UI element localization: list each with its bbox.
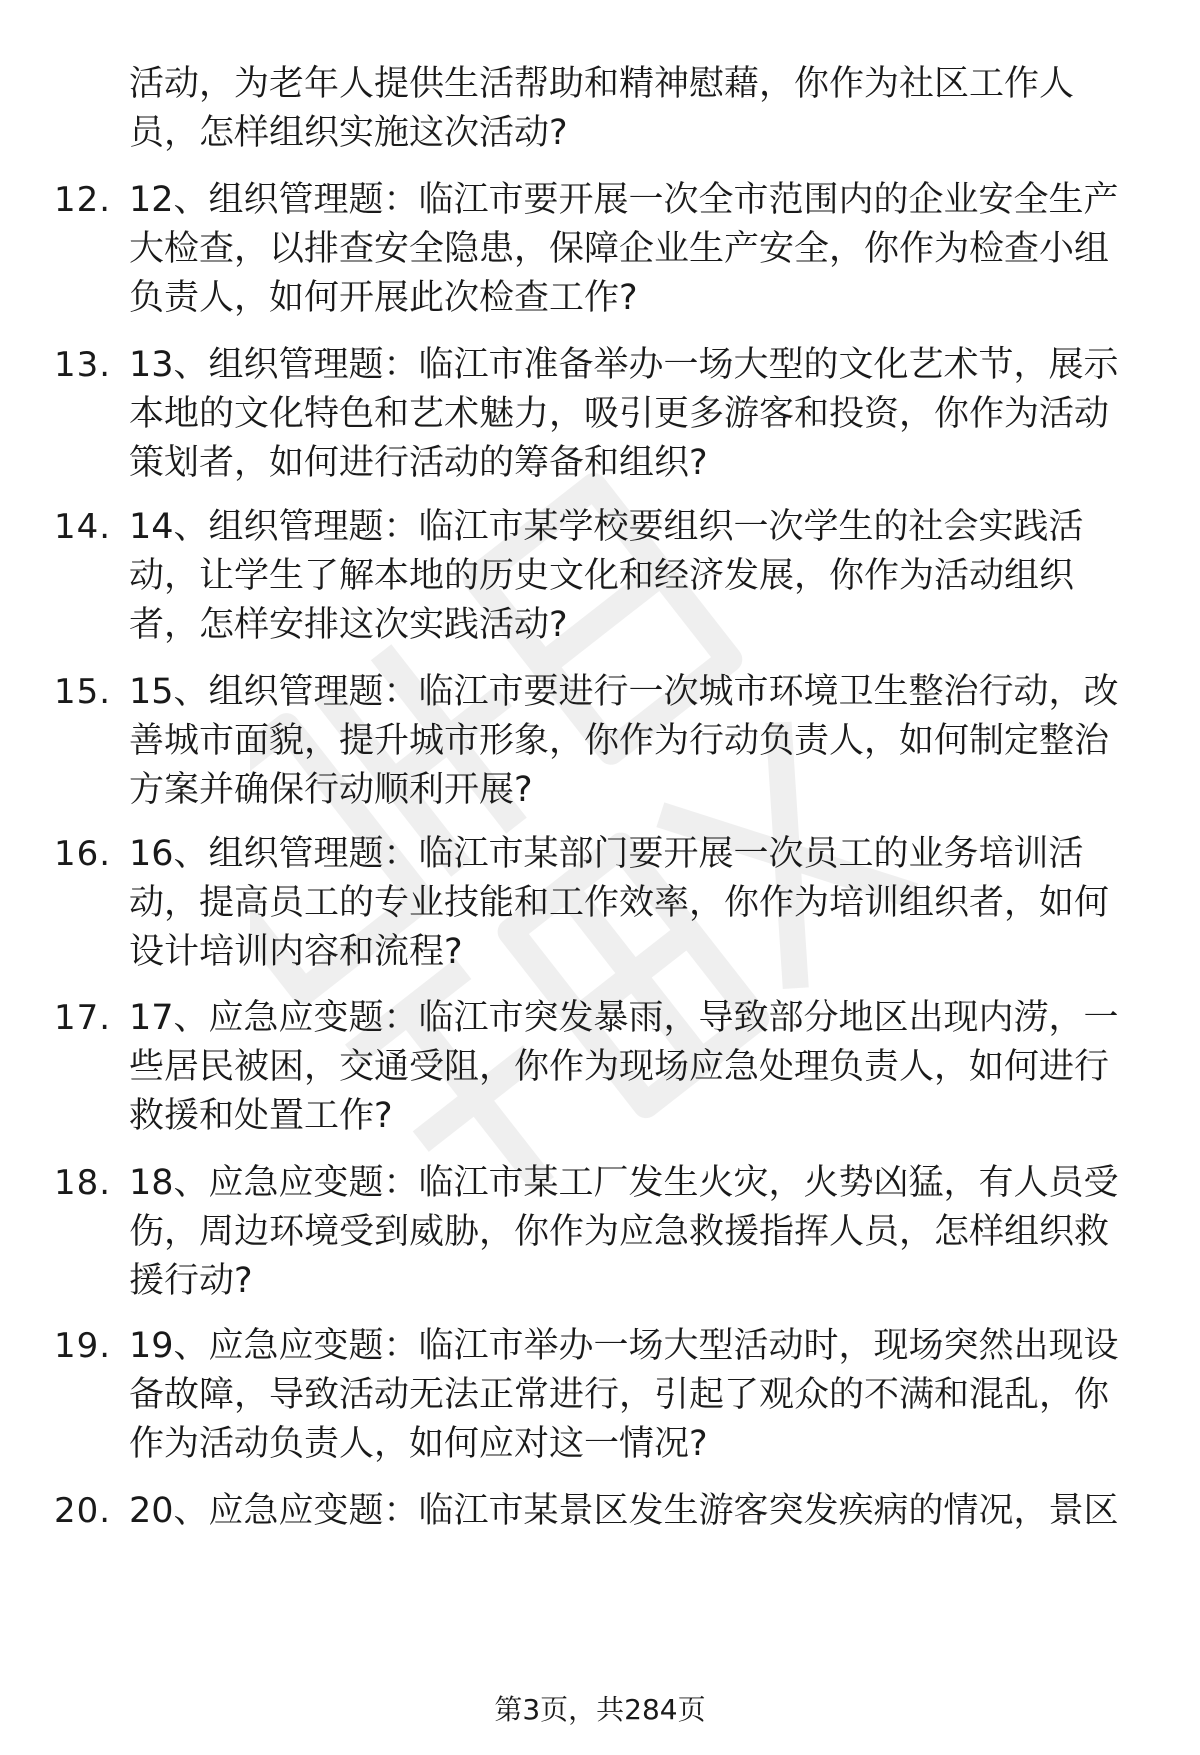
page-footer: 第3页，共284页 xyxy=(494,1693,706,1726)
question-number: 17. xyxy=(54,998,112,1038)
question-number: 19. xyxy=(54,1326,112,1366)
question-text: 19、应急应变题：临江市举办一场大型活动时，现场突然出现设 备故障，导致活动无法正常进行，引起了观众的不满和混乱，你 作为活动负责人，如何应对这一情况? xyxy=(129,1326,1119,1464)
question-text: 14、组织管理题：临江市某学校要组织一次学生的社会实践活 动，让学生了解本地的历史文化和经济发展，你作为活动组织 者，怎样安排这次实践活动? xyxy=(129,507,1084,645)
question-text: 15、组织管理题：临江市要进行一次城市环境卫生整治行动，改 善城市面貌，提升城市形象，你作为行动负责人，如何制定整治 方案并确保行动顺利开展? xyxy=(129,672,1119,810)
question-text: 18、应急应变题：临江市某工厂发生火灾，火势凶猛，有人员受 伤，周边环境受到威胁，你作为应急救援指挥人员，怎样组织救 援行动? xyxy=(129,1163,1119,1301)
question-number: 13. xyxy=(54,345,112,385)
question-number: 15. xyxy=(54,672,112,712)
question-number: 12. xyxy=(54,180,112,220)
question-number: 14. xyxy=(54,507,112,547)
question-number: 20. xyxy=(54,1491,112,1531)
question-text: 13、组织管理题：临江市准备举办一场大型的文化艺术节，展示 本地的文化特色和艺术魅力，吸引更多游客和投资，你作为活动 策划者，如何进行活动的筹备和组织? xyxy=(129,345,1119,483)
question-text: 20、应急应变题：临江市某景区发生游客突发疾病的情况，景区 xyxy=(129,1491,1119,1531)
question-number: 18. xyxy=(54,1163,112,1203)
question-text: 17、应急应变题：临江市突发暴雨，导致部分地区出现内涝，一 些居民被困，交通受阻，你作为现场应急处理负责人，如何进行 救援和处置工作? xyxy=(129,998,1119,1136)
question-text: 16、组织管理题：临江市某部门要开展一次员工的业务培训活 动，提高员工的专业技能和工作效率，你作为培训组织者，如何 设计培训内容和流程? xyxy=(129,834,1110,972)
question-number: 16. xyxy=(54,834,112,874)
question-text: 12、组织管理题：临江市要开展一次全市范围内的企业安全生产 大检查，以排查安全隐患，保障企业生产安全，你作为检查小组 负责人，如何开展此次检查工作? xyxy=(129,180,1119,318)
continuation-text: 活动，为老年人提供生活帮助和精神慰藉，你作为社区工作人 员，怎样组织实施这次活动? xyxy=(129,64,1075,153)
